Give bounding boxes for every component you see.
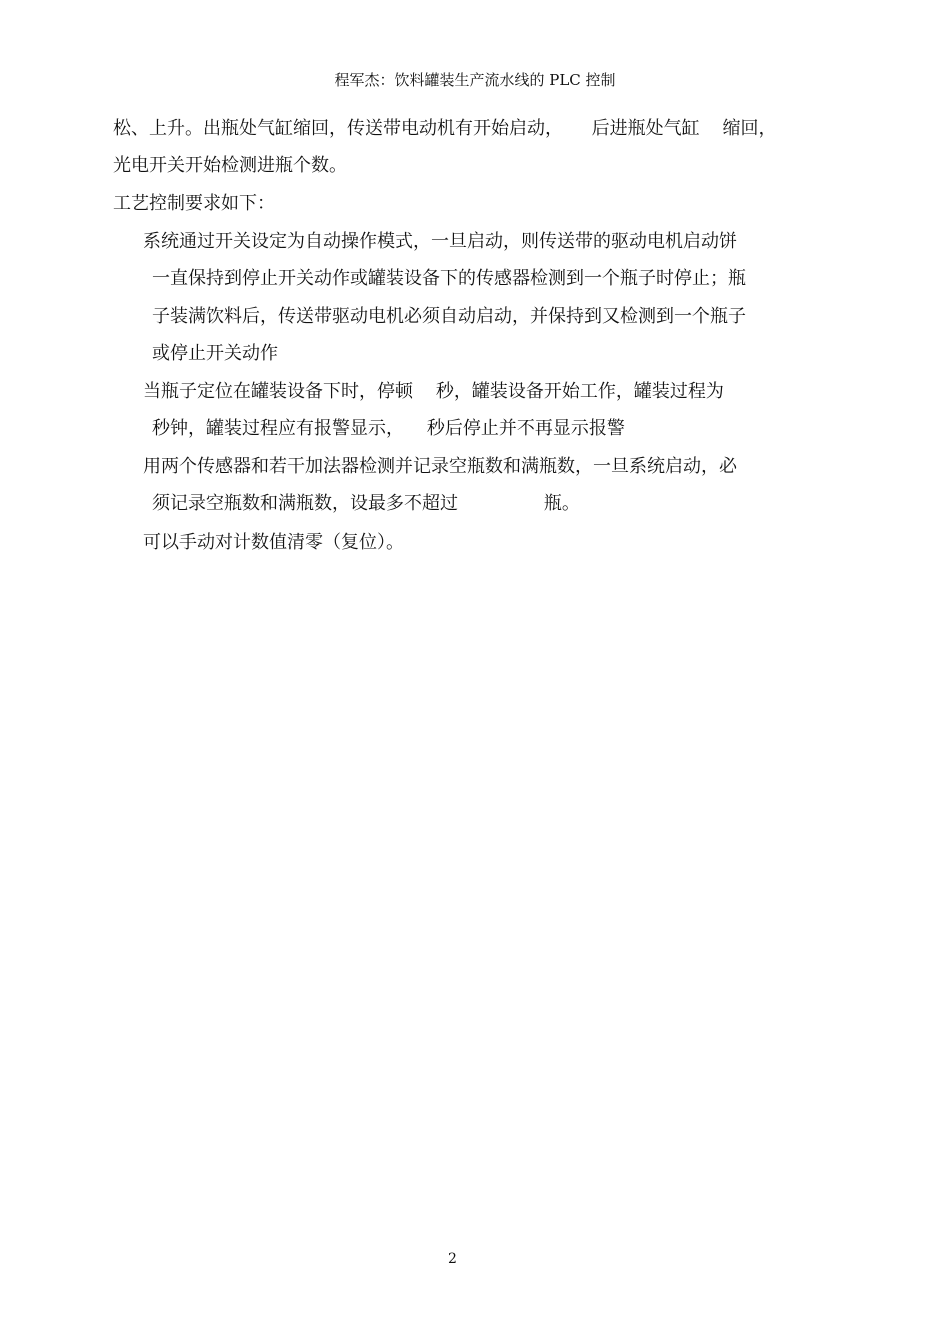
- requirement-line: 须记录空瓶数和满瓶数，设最多不超过 瓶。: [152, 493, 580, 514]
- page-number: 2: [448, 1251, 457, 1267]
- requirement-line: 系统通过开关设定为自动操作模式，一旦启动，则传送带的驱动电机启动饼: [143, 231, 737, 252]
- requirement-line: 子装满饮料后，传送带驱动电机必须自动启动，并保持到又检测到一个瓶子: [152, 306, 746, 327]
- requirement-line: 用两个传感器和若干加法器检测并记录空瓶数和满瓶数，一旦系统启动，必: [143, 456, 737, 477]
- section-heading: 工艺控制要求如下：: [113, 193, 275, 214]
- requirement-line: 可以手动对计数值清零（复位）。: [143, 532, 404, 553]
- requirement-line: 或停止开关动作: [152, 343, 278, 364]
- requirement-line: 当瓶子定位在罐装设备下时，停顿 秒，罐装设备开始工作，罐装过程为: [143, 381, 724, 402]
- running-header: 程军杰：饮料罐装生产流水线的 PLC 控制: [334, 71, 616, 89]
- paragraph-line: 光电开关开始检测进瓶个数。: [113, 155, 347, 176]
- requirement-line: 一直保持到停止开关动作或罐装设备下的传感器检测到一个瓶子时停止；瓶: [152, 268, 746, 289]
- paragraph-line: 松、上升。出瓶处气缸缩回，传送带电动机有开始启动， 后进瓶处气缸 缩回，: [113, 118, 777, 139]
- requirement-line: 秒钟，罐装过程应有报警显示， 秒后停止并不再显示报警: [152, 418, 625, 439]
